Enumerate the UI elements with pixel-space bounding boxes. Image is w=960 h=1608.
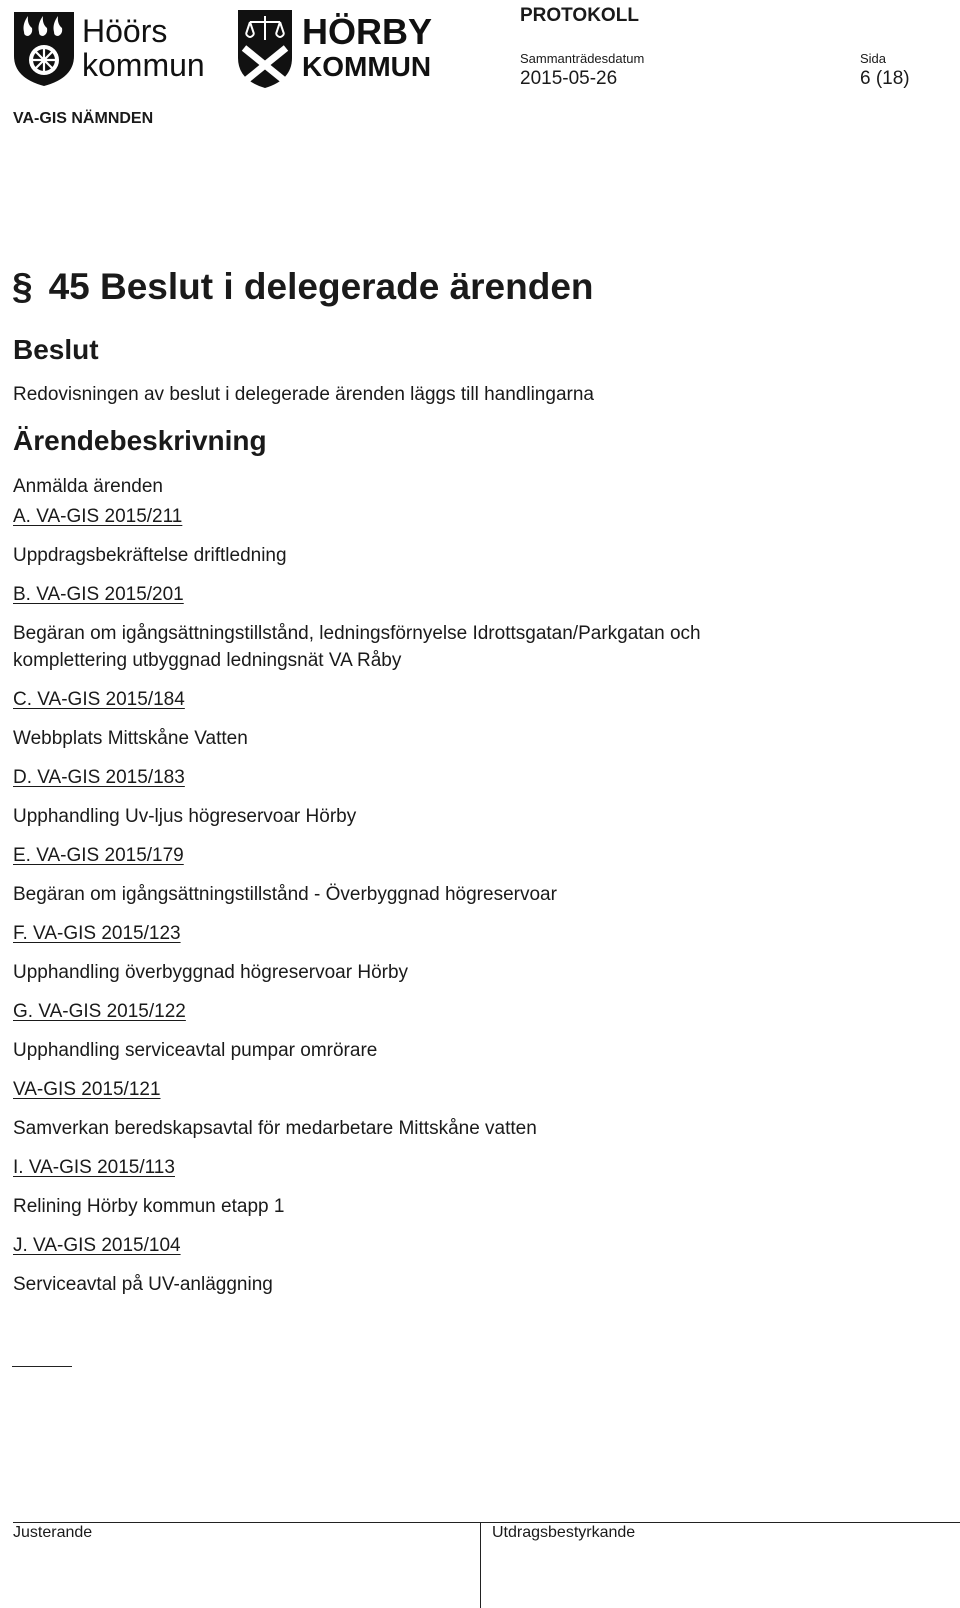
footer-justerande-label: Justerande (13, 1524, 93, 1541)
arende-heading: Ärendebeskrivning (13, 425, 267, 456)
case-description: Webbplats Mittskåne Vatten (13, 728, 248, 749)
arende-intro: Anmälda ärenden (13, 476, 163, 497)
page-label: Sida (860, 51, 887, 66)
list-item (13, 1232, 913, 1310)
list-item (13, 842, 913, 920)
footer-column-divider (480, 1522, 481, 1608)
list-item (13, 1154, 913, 1232)
hoors-logo-line1: Höörs (82, 13, 168, 49)
case-reference: A. VA-GIS 2015/211 (13, 506, 183, 527)
hoors-logo-line2: kommun (82, 47, 205, 83)
case-description: Relining Hörby kommun etapp 1 (13, 1196, 285, 1217)
hoors-kommun-crest-icon (12, 6, 212, 90)
section-title-text: 45 Beslut i delegerade ärenden (48, 266, 594, 307)
case-description: Serviceavtal på UV-anläggning (13, 1274, 273, 1295)
list-item (13, 686, 913, 764)
case-description: Uppdragsbekräftelse driftledning (13, 545, 287, 566)
case-description: Upphandling Uv-ljus högreservoar Hörby (13, 806, 357, 827)
committee-name: VA-GIS NÄMNDEN (13, 110, 154, 127)
list-item (13, 1076, 913, 1154)
case-reference: C. VA-GIS 2015/184 (13, 689, 185, 710)
footer-divider (13, 1522, 960, 1523)
list-item (13, 581, 913, 686)
list-item (13, 764, 913, 842)
case-reference: D. VA-GIS 2015/183 (13, 767, 185, 788)
end-rule (12, 1366, 72, 1367)
list-item (13, 503, 913, 581)
case-reference: E. VA-GIS 2015/179 (13, 845, 184, 866)
beslut-text: Redovisningen av beslut i delegerade ärenden läggs till handlingarna (13, 384, 594, 405)
meeting-date-label: Sammanträdesdatum (520, 51, 645, 66)
horby-logo-line1: HÖRBY (302, 11, 433, 52)
case-reference: I. VA-GIS 2015/113 (13, 1157, 175, 1178)
horby-kommun-logo (236, 6, 433, 90)
horby-kommun-crest-icon (236, 6, 433, 90)
case-reference: J. VA-GIS 2015/104 (13, 1235, 181, 1256)
case-description: Upphandling överbyggnad högreservoar Hörby (13, 962, 409, 983)
case-reference: G. VA-GIS 2015/122 (13, 1001, 186, 1022)
horby-logo-line2: KOMMUN (302, 51, 432, 82)
paragraph-symbol: § (12, 266, 33, 307)
hoors-kommun-logo (12, 6, 212, 90)
document-type: PROTOKOLL (520, 5, 639, 26)
list-item (13, 998, 913, 1076)
case-reference: F. VA-GIS 2015/123 (13, 923, 181, 944)
meeting-date-value: 2015-05-26 (520, 68, 618, 89)
list-item (13, 920, 913, 998)
page-number: 6 (18) (860, 68, 910, 89)
footer-utdragsbestyrkande-label: Utdragsbestyrkande (492, 1524, 636, 1541)
beslut-heading: Beslut (13, 334, 99, 365)
case-reference: VA-GIS 2015/121 (13, 1079, 161, 1100)
section-heading (12, 266, 594, 308)
case-description: Begäran om igångsättningstillstånd, ledningsförnyelse Idrottsgatan/Parkgatan och komplettering utbyggnad ledningsnät VA Råby (13, 623, 701, 671)
case-list (13, 503, 913, 1310)
case-description: Upphandling serviceavtal pumpar omrörare (13, 1040, 378, 1061)
case-description: Begäran om igångsättningstillstånd - Överbyggnad högreservoar (13, 884, 557, 905)
case-description: Samverkan beredskapsavtal för medarbetare Mittskåne vatten (13, 1118, 537, 1139)
case-reference: B. VA-GIS 2015/201 (13, 584, 184, 605)
